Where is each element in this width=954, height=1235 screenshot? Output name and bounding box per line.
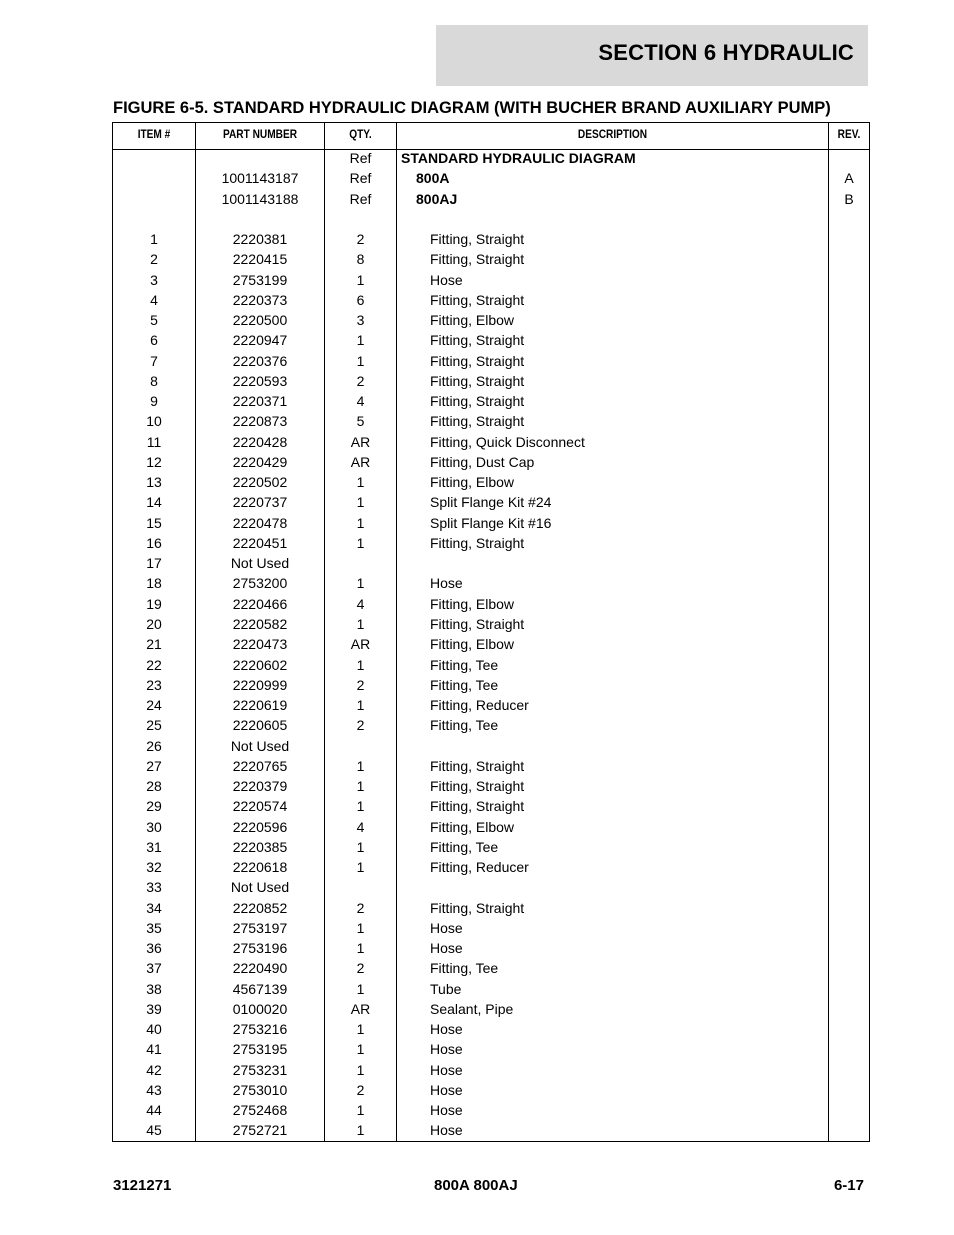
- qty-cell: 4: [356, 818, 365, 835]
- qty-cell: 1: [356, 352, 365, 369]
- qty-cell: AR: [350, 1000, 371, 1017]
- part-number-cell: 2220593: [232, 372, 288, 389]
- qty-cell: 2: [356, 717, 365, 734]
- description-cell: Fitting, Straight: [430, 798, 525, 815]
- item-cell: 18: [146, 575, 162, 592]
- description-cell: Fitting, Straight: [430, 757, 525, 774]
- table-row: [113, 472, 869, 492]
- qty-cell: 1: [356, 271, 365, 288]
- part-number-cell: 2220381: [232, 231, 288, 248]
- description-cell: Fitting, Tee: [430, 676, 499, 693]
- part-number-cell: 2220596: [232, 818, 288, 835]
- qty-cell: Ref: [349, 170, 372, 187]
- qty-cell: Ref: [349, 150, 372, 166]
- description-cell: Hose: [430, 1021, 463, 1038]
- part-number-cell: 2220490: [232, 960, 288, 977]
- item-cell: 14: [146, 494, 162, 511]
- item-cell: 41: [146, 1041, 162, 1058]
- table-row: [113, 351, 869, 371]
- table-row: [113, 675, 869, 695]
- qty-cell: 1: [356, 919, 365, 936]
- item-cell: 17: [146, 555, 162, 572]
- part-number-cell: 2220765: [232, 757, 288, 774]
- table-row: [113, 695, 869, 715]
- item-cell: 4: [150, 291, 158, 308]
- description-cell: Hose: [430, 1122, 463, 1139]
- item-cell: 25: [146, 717, 162, 734]
- table-row: [113, 1039, 869, 1059]
- qty-cell: 1: [356, 757, 365, 774]
- qty-cell: 1: [356, 1021, 365, 1038]
- qty-cell: 4: [356, 393, 365, 410]
- qty-cell: 1: [356, 980, 365, 997]
- qty-cell: 1: [356, 615, 365, 632]
- rev-cell: B: [844, 190, 854, 207]
- part-number-cell: 2220737: [232, 494, 288, 511]
- part-number-cell: 2220574: [232, 798, 288, 815]
- description-cell: Fitting, Elbow: [430, 595, 515, 612]
- part-number-cell: 2220429: [232, 453, 288, 470]
- description-cell: Fitting, Quick Disconnect: [430, 433, 585, 450]
- item-cell: 2: [150, 251, 158, 268]
- part-number-cell: 2220500: [232, 312, 288, 329]
- footer-model: 800A 800AJ: [434, 1177, 518, 1194]
- qty-cell: 1: [356, 838, 365, 855]
- description-cell: Fitting, Straight: [430, 231, 525, 248]
- part-number-cell: 2220478: [232, 514, 288, 531]
- description-cell: Fitting, Elbow: [430, 312, 515, 329]
- table-row: [113, 310, 869, 330]
- description-cell: Hose: [430, 1061, 463, 1078]
- part-number-cell: 2753197: [232, 919, 288, 936]
- table-row: [113, 513, 869, 533]
- part-number-cell: 2753231: [232, 1061, 288, 1078]
- part-number-cell: 2220385: [232, 838, 288, 855]
- item-cell: 5: [150, 312, 158, 329]
- table-row: [113, 492, 869, 512]
- table-row: [113, 249, 869, 269]
- description-cell: Fitting, Elbow: [430, 818, 515, 835]
- item-cell: 28: [146, 778, 162, 795]
- column-header-item: ITEM #: [137, 129, 171, 141]
- column-header-part-number: PART NUMBER: [222, 129, 298, 141]
- item-cell: 34: [146, 899, 162, 916]
- table-row: [113, 776, 869, 796]
- footer-page-number: 6-17: [833, 1177, 864, 1194]
- part-number-cell: 2220619: [232, 697, 288, 714]
- item-cell: 20: [146, 615, 162, 632]
- item-cell: 24: [146, 697, 162, 714]
- table-row: [113, 898, 869, 918]
- description-cell: 800AJ: [416, 190, 458, 207]
- table-row: [113, 1080, 869, 1100]
- description-cell: Fitting, Reducer: [430, 697, 529, 714]
- parts-table: [112, 122, 870, 1142]
- table-row: [113, 229, 869, 249]
- rev-cell: A: [844, 170, 854, 187]
- table-row: [113, 655, 869, 675]
- table-row: [113, 877, 869, 897]
- description-cell: Fitting, Straight: [430, 778, 525, 795]
- item-cell: 7: [150, 352, 158, 369]
- table-row: [113, 817, 869, 837]
- item-cell: 10: [146, 413, 162, 430]
- description-cell: Hose: [430, 271, 463, 288]
- qty-cell: 4: [356, 595, 365, 612]
- item-cell: 22: [146, 656, 162, 673]
- figure-title: FIGURE 6-5. STANDARD HYDRAULIC DIAGRAM (WITH BUCHER BRAND AUXILIARY PUMP): [113, 99, 831, 117]
- item-cell: 31: [146, 838, 162, 855]
- table-row: [113, 979, 869, 999]
- description-cell: Hose: [430, 1081, 463, 1098]
- part-number-cell: 2220852: [232, 899, 288, 916]
- part-number-cell: 1001143188: [221, 190, 299, 207]
- item-cell: 44: [146, 1102, 162, 1119]
- section-title: SECTION 6 HYDRAULIC: [598, 40, 854, 65]
- table-row: [113, 958, 869, 978]
- table-row: [113, 209, 869, 229]
- item-cell: 19: [146, 595, 162, 612]
- item-cell: 38: [146, 980, 162, 997]
- footer-doc-number: 3121271: [113, 1177, 172, 1194]
- part-number-cell: 2220415: [232, 251, 288, 268]
- part-number-cell: 2220999: [232, 676, 288, 693]
- description-cell: Fitting, Straight: [430, 899, 525, 916]
- description-cell: Fitting, Tee: [430, 838, 499, 855]
- table-row: [113, 634, 869, 654]
- part-number-cell: 2220873: [232, 413, 288, 430]
- qty-cell: 1: [356, 940, 365, 957]
- table-row: [113, 918, 869, 938]
- description-cell: Split Flange Kit #16: [430, 514, 552, 531]
- item-cell: 37: [146, 960, 162, 977]
- part-number-cell: 2220451: [232, 534, 288, 551]
- item-cell: 36: [146, 940, 162, 957]
- table-row: [113, 148, 869, 168]
- qty-cell: 1: [356, 798, 365, 815]
- table-row: [113, 432, 869, 452]
- description-cell: Hose: [430, 575, 463, 592]
- qty-cell: 2: [356, 899, 365, 916]
- item-cell: 9: [150, 393, 158, 410]
- qty-cell: 1: [356, 778, 365, 795]
- qty-cell: 1: [356, 494, 365, 511]
- part-number-cell: 2753196: [232, 940, 288, 957]
- part-number-cell: 2220466: [232, 595, 288, 612]
- table-row: [113, 533, 869, 553]
- qty-cell: 2: [356, 1081, 365, 1098]
- description-cell: Fitting, Straight: [430, 413, 525, 430]
- table-row: [113, 391, 869, 411]
- item-cell: 6: [150, 332, 158, 349]
- item-cell: 16: [146, 534, 162, 551]
- table-row: [113, 796, 869, 816]
- section-banner: [436, 25, 868, 86]
- table-row: [113, 452, 869, 472]
- table-row: [113, 1120, 869, 1140]
- qty-cell: 2: [356, 960, 365, 977]
- table-row: [113, 614, 869, 634]
- description-cell: Hose: [430, 919, 463, 936]
- item-cell: 30: [146, 818, 162, 835]
- part-number-cell: 2220371: [232, 393, 288, 410]
- description-cell: Fitting, Tee: [430, 717, 499, 734]
- part-number-cell: 2753216: [232, 1021, 288, 1038]
- qty-cell: 1: [356, 656, 365, 673]
- part-number-cell: 0100020: [232, 1000, 288, 1017]
- item-cell: 43: [146, 1081, 162, 1098]
- table-row: [113, 189, 869, 209]
- qty-cell: 8: [356, 251, 365, 268]
- table-row: [113, 330, 869, 350]
- item-cell: 39: [146, 1000, 162, 1017]
- qty-cell: 1: [356, 534, 365, 551]
- part-number-cell: 2753010: [232, 1081, 288, 1098]
- description-cell: Fitting, Tee: [430, 960, 499, 977]
- description-cell: Fitting, Elbow: [430, 636, 515, 653]
- item-cell: 1: [150, 231, 158, 248]
- item-cell: 33: [146, 879, 162, 896]
- table-row: [113, 837, 869, 857]
- table-row: [113, 1019, 869, 1039]
- part-number-cell: 2753200: [232, 575, 288, 592]
- part-number-cell: 2220582: [232, 615, 288, 632]
- table-row: [113, 857, 869, 877]
- description-cell: Fitting, Straight: [430, 615, 525, 632]
- description-cell: Fitting, Straight: [430, 372, 525, 389]
- description-cell: Fitting, Straight: [430, 393, 525, 410]
- item-cell: 32: [146, 859, 162, 876]
- item-cell: 12: [146, 453, 162, 470]
- item-cell: 26: [146, 737, 162, 754]
- table-row: [113, 715, 869, 735]
- item-cell: 3: [150, 271, 158, 288]
- part-number-cell: 2220473: [232, 636, 288, 653]
- item-cell: 23: [146, 676, 162, 693]
- qty-cell: AR: [350, 433, 371, 450]
- part-number-cell: 2220428: [232, 433, 288, 450]
- qty-cell: 1: [356, 859, 365, 876]
- table-row: [113, 1100, 869, 1120]
- qty-cell: 1: [356, 697, 365, 714]
- qty-cell: Ref: [349, 190, 372, 207]
- qty-cell: 3: [356, 312, 365, 329]
- qty-cell: 1: [356, 514, 365, 531]
- description-cell: STANDARD HYDRAULIC DIAGRAM: [401, 150, 636, 166]
- description-cell: Hose: [430, 1041, 463, 1058]
- description-cell: Fitting, Tee: [430, 656, 499, 673]
- part-number-cell: Not Used: [230, 737, 290, 754]
- item-cell: 35: [146, 919, 162, 936]
- qty-cell: 5: [356, 413, 365, 430]
- description-cell: Fitting, Straight: [430, 332, 525, 349]
- qty-cell: 1: [356, 1061, 365, 1078]
- qty-cell: 2: [356, 676, 365, 693]
- qty-cell: 1: [356, 474, 365, 491]
- qty-cell: AR: [350, 636, 371, 653]
- part-number-cell: Not Used: [230, 879, 290, 896]
- table-row: [113, 1060, 869, 1080]
- table-row: [113, 999, 869, 1019]
- table-row: [113, 290, 869, 310]
- part-number-cell: 2752468: [232, 1102, 288, 1119]
- table-row: [113, 270, 869, 290]
- description-cell: 800A: [416, 170, 450, 187]
- qty-cell: 6: [356, 291, 365, 308]
- description-cell: Fitting, Elbow: [430, 474, 515, 491]
- part-number-cell: 2220502: [232, 474, 288, 491]
- part-number-cell: Not Used: [230, 555, 290, 572]
- description-cell: Hose: [430, 940, 463, 957]
- column-header-description: DESCRIPTION: [577, 129, 648, 141]
- column-header-qty: QTY.: [349, 129, 372, 141]
- item-cell: 45: [146, 1122, 162, 1139]
- description-cell: Fitting, Straight: [430, 291, 525, 308]
- item-cell: 40: [146, 1021, 162, 1038]
- part-number-cell: 2220373: [232, 291, 288, 308]
- table-row: [113, 736, 869, 756]
- column-header-rev: REV.: [837, 129, 861, 141]
- qty-cell: 1: [356, 332, 365, 349]
- table-row: [113, 411, 869, 431]
- description-cell: Hose: [430, 1102, 463, 1119]
- description-cell: Fitting, Straight: [430, 251, 525, 268]
- qty-cell: 1: [356, 1102, 365, 1119]
- description-cell: Fitting, Dust Cap: [430, 453, 535, 470]
- table-row: [113, 573, 869, 593]
- description-cell: Tube: [430, 980, 462, 997]
- item-cell: 13: [146, 474, 162, 491]
- part-number-cell: 2220947: [232, 332, 288, 349]
- part-number-cell: 2220602: [232, 656, 288, 673]
- part-number-cell: 1001143187: [221, 170, 299, 187]
- description-cell: Split Flange Kit #24: [430, 494, 552, 511]
- table-row: [113, 756, 869, 776]
- part-number-cell: 2220618: [232, 859, 288, 876]
- description-cell: Fitting, Straight: [430, 534, 525, 551]
- part-number-cell: 2753199: [232, 271, 288, 288]
- table-row: [113, 371, 869, 391]
- part-number-cell: 2220379: [232, 778, 288, 795]
- item-cell: 11: [146, 433, 162, 450]
- item-cell: 21: [146, 636, 162, 653]
- part-number-cell: 2753195: [232, 1041, 288, 1058]
- table-row: [113, 553, 869, 573]
- qty-cell: AR: [350, 453, 371, 470]
- item-cell: 29: [146, 798, 162, 815]
- table-row: [113, 168, 869, 188]
- part-number-cell: 2220605: [232, 717, 288, 734]
- part-number-cell: 2752721: [232, 1122, 288, 1139]
- item-cell: 27: [146, 757, 162, 774]
- qty-cell: 2: [356, 231, 365, 248]
- table-row: [113, 594, 869, 614]
- qty-cell: 1: [356, 575, 365, 592]
- part-number-cell: 4567139: [232, 980, 288, 997]
- item-cell: 8: [150, 372, 158, 389]
- qty-cell: 2: [356, 372, 365, 389]
- description-cell: Fitting, Reducer: [430, 859, 529, 876]
- qty-cell: 1: [356, 1122, 365, 1139]
- item-cell: 15: [146, 514, 162, 531]
- description-cell: Fitting, Straight: [430, 352, 525, 369]
- item-cell: 42: [146, 1061, 162, 1078]
- qty-cell: 1: [356, 1041, 365, 1058]
- table-row: [113, 938, 869, 958]
- part-number-cell: 2220376: [232, 352, 288, 369]
- description-cell: Sealant, Pipe: [430, 1000, 514, 1017]
